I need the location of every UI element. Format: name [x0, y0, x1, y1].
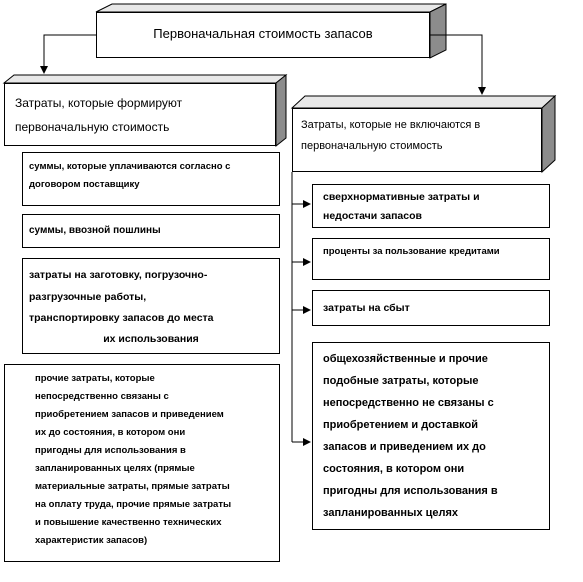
right-header-side [542, 96, 555, 172]
left-item-4-line-10: характеристик запасов) [35, 535, 148, 546]
right-item-4-line-6: состояния, в котором они [323, 463, 465, 475]
right-item-3 [312, 290, 550, 326]
right-item-4-line-5: запасов и приведением их до [323, 441, 486, 453]
left-item-3-line-4: их использования [103, 333, 199, 345]
left-item-3 [22, 258, 280, 354]
left-item-1-line-1: суммы, которые уплачиваются согласно с [29, 161, 231, 172]
left-header-line-2: первоначальную стоимость [15, 120, 170, 134]
left-item-4 [4, 364, 280, 562]
right-item-4 [312, 342, 550, 530]
left-item-2-line-1: суммы, ввозной пошлины [29, 225, 161, 236]
right-item-1-line-1: сверхнормативные затраты и [323, 191, 480, 203]
left-item-4-line-3: приобретением запасов и приведением [35, 409, 224, 420]
right-item-3-line-1: затраты на сбыт [323, 302, 410, 314]
left-item-4-line-6: запланированных целях (прямые [35, 463, 195, 474]
left-item-1 [22, 152, 280, 206]
left-item-4-line-8: на оплату труда, прочие прямые затраты [35, 499, 232, 510]
right-header-line-2: первоначальную стоимость [301, 140, 443, 152]
right-item-2-line-1: проценты за пользование кредитами [323, 246, 500, 257]
right-item-4-line-4: приобретением и доставкой [323, 419, 479, 431]
right-item-2 [312, 238, 550, 280]
right-item-4-line-1: общехозяйственные и прочие [323, 353, 488, 365]
right-item-4-line-8: запланированных целях [323, 507, 459, 519]
title-box [96, 12, 430, 58]
right-header-line-1: Затраты, которые не включаются в [301, 119, 481, 131]
left-item-4-line-2: непосредственно связаны с [35, 391, 169, 402]
title-box-side [430, 4, 446, 58]
left-item-4-line-4: их до состояния, в котором они [35, 427, 186, 438]
title-box-top [96, 4, 446, 12]
left-item-3-line-1: затраты на заготовку, погрузочно- [29, 269, 208, 281]
left-item-4-line-1: прочие затраты, которые [35, 373, 155, 384]
page-title: Первоначальная стоимость запасов [153, 26, 373, 41]
left-item-3-line-2: разгрузочные работы, [29, 291, 147, 303]
left-header-side [276, 75, 286, 146]
left-item-4-line-9: и повышение качественно технических [35, 517, 222, 528]
right-item-4-line-2: подобные затраты, которые [323, 375, 479, 387]
right-header-top [292, 96, 555, 108]
right-item-1 [312, 184, 550, 228]
arrow-to-left-header [44, 35, 96, 73]
left-item-4-line-7: материальные затраты, прямые затраты [35, 481, 230, 492]
left-item-4-line-5: пригодны для использования в [35, 445, 186, 456]
left-header-box [4, 83, 276, 146]
left-item-1-line-2: договором поставщику [29, 179, 140, 190]
left-header-line-1: Затраты, которые формируют [15, 96, 183, 110]
right-header-box [292, 108, 542, 172]
left-item-3-line-3: транспортировку запасов до места [29, 312, 214, 324]
left-item-2 [22, 214, 280, 248]
left-header-top [4, 75, 286, 83]
right-item-1-line-2: недостачи запасов [323, 210, 422, 222]
right-item-4-line-3: непосредственно не связаны с [323, 397, 494, 409]
right-item-4-line-7: пригодны для использования в [323, 485, 498, 497]
